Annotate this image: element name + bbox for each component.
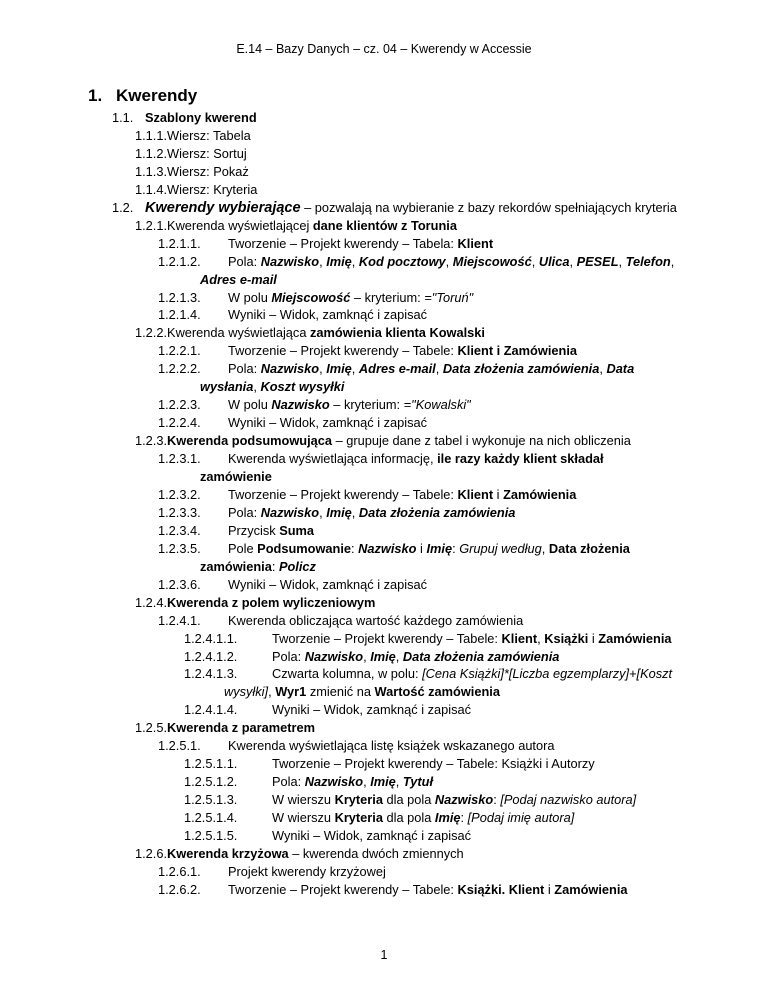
outline-number: 1.2.3.3. [158,504,201,520]
outline-text: Kryteria [334,810,383,826]
section-title [88,86,197,106]
outline-text: Nazwisko [304,648,364,664]
outline-text: Wyniki – Widok, zamknąć i zapisać [228,576,428,592]
outline-number: 1.1.2. [135,145,168,161]
outline-text: Imię [326,504,352,520]
outline-line [158,864,386,880]
outline-number: 1.1.4. [135,181,168,197]
outline-text: Imię [434,810,461,826]
outline-number: 1.2.3.6. [158,576,201,592]
outline-text: , [319,253,327,269]
outline-line [135,146,247,162]
outline-number: 1.2.4.1.2. [184,648,238,664]
outline-number: 1.2.5.1. [158,738,201,754]
outline-text: Zamówienia [503,486,577,502]
outline-text: Nazwisko [260,253,320,269]
outline-text: Nazwisko [358,540,417,556]
outline-text: , [319,361,327,377]
outline-text: W wierszu [272,810,335,826]
outline-text: Data złożenia zamówienia [442,361,600,377]
outline-line [184,810,574,826]
outline-line [158,397,471,413]
outline-text: : [460,810,468,826]
page-header: E.14 – Bazy Danych – cz. 04 – Kwerendy w Accessie [236,42,532,56]
outline-text: W polu [228,289,272,305]
outline-number: 1.2.5.1.3. [184,792,238,808]
outline-number: 1.2.1.2. [158,253,201,269]
outline-text: Kwerenda podsumowująca [167,433,333,449]
outline-number: 1.2.2.4. [158,415,201,431]
outline-text: Kod pocztowy [358,253,446,269]
outline-text: , [618,253,626,269]
section-title-text: Kwerendy [116,86,198,105]
outline-line [200,469,272,485]
outline-text: Tworzenie – Projekt kwerendy – Tabele: [228,343,458,359]
outline-line [135,595,375,611]
outline-text: Podsumowanie [257,540,352,556]
outline-text: ="Kowalski" [403,397,471,413]
outline-text: Pola: [272,648,305,664]
outline-text: Wiersz: Tabela [167,127,251,143]
outline-line [158,236,493,252]
outline-number: 1.2.4.1.3. [184,666,238,682]
outline-text: Klient [457,235,494,251]
outline-text: Pola: [272,774,305,790]
outline-text: , [445,253,453,269]
outline-text: [Podaj nazwisko autora] [500,792,637,808]
outline-text: [Podaj imię autora] [467,810,575,826]
outline-number: 1.2.5.1.1. [184,756,238,772]
outline-text: Imię [326,361,352,377]
outline-text: Nazwisko [260,504,320,520]
outline-line [224,684,500,700]
section-title-number: 1. [88,86,103,105]
outline-number: 1.2.3.5. [158,540,201,556]
outline-text: dla pola [382,810,435,826]
outline-number: 1.2.5.1.5. [184,828,238,843]
outline-number: 1.2.2.2. [158,361,201,377]
outline-text: Miejscowość [271,289,351,305]
outline-text: , [363,648,371,664]
outline-text: Nazwisko [260,361,320,377]
outline-text: Kwerenda wyświetlająca listę książek wskazanego autora [228,738,555,754]
outline-line [158,541,630,557]
outline-text: i [493,486,504,502]
outline-line [184,631,672,647]
outline-text: Kryteria [334,792,383,808]
outline-text: Zamówienia [554,881,628,897]
outline-line [184,792,636,808]
outline-text: Miejscowość [452,253,532,269]
outline-number: 1.2.2.3. [158,397,201,413]
outline-line [158,343,577,359]
outline-line [158,307,427,323]
outline-number: 1.2.3.1. [158,451,201,467]
outline-text: [Cena Książki]*[Liczba egzemplarzy]+[Koszt [422,666,673,682]
outline-text: Kwerenda z polem wyliczeniowym [167,594,376,610]
outline-text: W polu [228,397,272,413]
outline-line [135,128,251,144]
outline-text: Kwerenda z parametrem [167,720,315,736]
page-number: 1 [380,948,388,962]
outline-text: Data złożenia [548,540,630,556]
outline-text: Tworzenie – Projekt kwerendy – Tabela: [228,235,458,251]
outline-text: – pozwalają na wybieranie z bazy rekordów spełniających kryteria [300,199,677,215]
outline-number: 1.2.1.4. [158,307,201,323]
outline-text: Data złożenia zamówienia [402,648,560,664]
outline-text: Suma [279,522,315,538]
outline-text: W wierszu [272,792,335,808]
outline-text: , [531,253,539,269]
outline-text: Data [606,361,635,377]
outline-number: 1.2.1. [135,217,168,233]
outline-text: Wyniki – Widok, zamknąć i zapisać [228,415,428,431]
outline-text: : [271,558,279,574]
outline-text: , [268,684,276,700]
outline-text: Klient [457,486,494,502]
outline-number: 1.2.4.1. [158,612,201,628]
outline-text: Kwerenda wyświetlająca [167,325,310,341]
outline-number: 1.2.5.1.4. [184,810,238,826]
outline-line [135,164,249,180]
outline-text: Imię [426,540,453,556]
outline-text: Kwerenda wyświetlająca informację, [228,451,438,467]
outline-text: Imię [370,648,396,664]
outline-text: – kwerenda dwóch zmiennych [288,845,464,861]
outline-text: , [599,361,607,377]
outline-text: Projekt kwerendy krzyżowej [228,863,386,879]
outline-line [158,577,427,593]
outline-text: – grupuje dane z tabel i wykonuje na nich obliczenia [332,433,631,449]
outline-number: 1.1.3. [135,163,168,179]
outline-text: Wartość zamówienia [374,684,500,700]
outline-text: Adres e-mail [358,361,436,377]
outline-text: Policz [278,558,316,574]
outline-text: i [544,881,555,897]
outline-number: 1.2.6.1. [158,863,201,879]
outline-text: , [351,361,359,377]
outline-text: Grupuj według [459,540,542,556]
outline-line [135,846,464,862]
outline-text: Tworzenie – Projekt kwerendy – Tabele: [228,881,458,897]
outline-text: , [395,648,403,664]
outline-text: , [435,361,443,377]
outline-line [184,702,471,718]
outline-text: Książki. Klient [457,881,545,897]
outline-text: , [351,253,359,269]
outline-number: 1.2.1.1. [158,235,201,251]
outline-text: zamówienia [200,558,272,574]
outline-text: ile razy każdy klient składał [437,451,604,467]
outline-text: Pola: [228,253,261,269]
outline-text: PESEL [576,253,619,269]
outline-text: Telefon [625,253,671,269]
outline-text: , [395,774,403,790]
outline-text: – kryterium: [350,289,425,305]
outline-text: , [541,540,549,556]
outline-text: Adres e-mail [200,271,277,287]
outline-line [158,613,523,629]
outline-text: : [493,792,501,808]
outline-text: dane klientów z Torunia [312,217,457,233]
outline-line [135,325,485,341]
outline-text: Pola: [228,504,261,520]
outline-line [135,218,457,234]
outline-text: zamówienia klienta Kowalski [310,325,485,341]
outline-line [200,379,344,395]
outline-text: Szablony kwerend [145,110,257,125]
outline-number: 1.2.3. [135,433,168,449]
outline-text: Data złożenia zamówienia [358,504,516,520]
outline-text: : [351,540,359,556]
outline-text: – kryterium: [329,397,404,413]
outline-text: Pola: [228,361,261,377]
outline-text: Tytuł [402,774,434,790]
outline-text: Książki [544,630,589,646]
outline-line [158,254,674,270]
outline-line [158,487,576,503]
outline-line [135,182,257,198]
outline-text: Zamówienia [598,630,672,646]
outline-text: , [569,253,577,269]
outline-text: wysłania [200,379,254,395]
outline-text: Wiersz: Kryteria [167,181,258,197]
outline-number: 1.2.4.1.4. [184,702,238,718]
outline-number: 1.2.2. [135,325,168,341]
outline-text: , [351,504,359,520]
outline-text: i [588,630,599,646]
outline-line [158,738,554,754]
outline-text: Koszt wysyłki [260,379,345,395]
outline-number: 1.2.6. [135,845,168,861]
outline-number: 1.2.5. [135,720,168,736]
outline-text: Wiersz: Pokaż [167,163,249,179]
outline-text: Tworzenie – Projekt kwerendy – Tabele: [228,486,458,502]
outline-line [112,110,257,126]
outline-text: Przycisk [228,522,280,538]
outline-line [158,361,634,377]
outline-text: Ulica [538,253,570,269]
outline-line [184,649,559,665]
outline-text: i [416,540,427,556]
outline-text: , [537,630,545,646]
outline-text: Klient [501,630,538,646]
outline-line [135,433,631,449]
outline-text: , [670,253,675,269]
outline-text: Kwerendy wybierające [145,199,301,216]
outline-number: 1.2.1.3. [158,289,201,305]
outline-number: 1.2.3.2. [158,486,201,502]
outline-line [158,290,473,306]
outline-line [184,666,672,682]
outline-number: 1.2.6.2. [158,881,201,897]
outline-text: Kwerenda krzyżowa [167,845,289,861]
outline-text: Nazwisko [434,792,494,808]
outline-line [200,272,277,288]
outline-text: Wyr1 [275,684,307,700]
outline-line [158,415,427,431]
outline-number: 1.2.2.1. [158,343,201,359]
outline-text: Tworzenie – Projekt kwerendy – Tabele: Książki i Autorzy [272,756,595,772]
outline-number: 1.1. [112,110,134,125]
outline-text: Imię [326,253,352,269]
outline-number: 1.2.4. [135,594,168,610]
outline-text: Nazwisko [304,774,364,790]
outline-text: Wyniki – Widok, zamknąć i zapisać [272,828,472,843]
outline-line [158,451,604,467]
outline-text: Nazwisko [271,397,330,413]
outline-line [112,200,677,216]
outline-line [184,774,433,790]
outline-text: zamówienie [200,469,272,484]
outline-line [184,756,595,772]
outline-text: Czwarta kolumna, w polu: [272,666,423,682]
outline-text: , [319,504,327,520]
outline-text: Klient i Zamówienia [457,343,577,359]
outline-text: Wyniki – Widok, zamknąć i zapisać [228,307,428,323]
outline-number: 1.2. [112,199,134,215]
outline-text: Tworzenie – Projekt kwerendy – Tabele: [272,630,502,646]
outline-number: 1.2.5.1.2. [184,774,238,790]
outline-text: wysyłki] [224,684,269,700]
outline-number: 1.2.4.1.1. [184,630,238,646]
outline-text: : [452,540,460,556]
outline-text: ="Toruń" [424,289,474,305]
outline-text: Kwerenda wyświetlającej [167,217,313,233]
outline-text: Wyniki – Widok, zamknąć i zapisać [272,702,472,718]
outline-line [158,882,628,898]
outline-text: zmienić na [306,684,375,700]
outline-line [200,559,316,575]
outline-text: dla pola [382,792,435,808]
outline-text: , [253,379,261,395]
outline-text: Kwerenda obliczająca wartość każdego zamówienia [228,612,524,628]
outline-text: Pole [228,540,258,556]
outline-line [158,505,515,521]
outline-text: Imię [370,774,396,790]
outline-number: 1.2.3.4. [158,522,201,538]
outline-line [135,720,315,736]
outline-text: , [363,774,371,790]
outline-line [184,828,471,844]
outline-text: Wiersz: Sortuj [167,145,247,161]
outline-line [158,523,314,539]
outline-number: 1.1.1. [135,127,168,143]
